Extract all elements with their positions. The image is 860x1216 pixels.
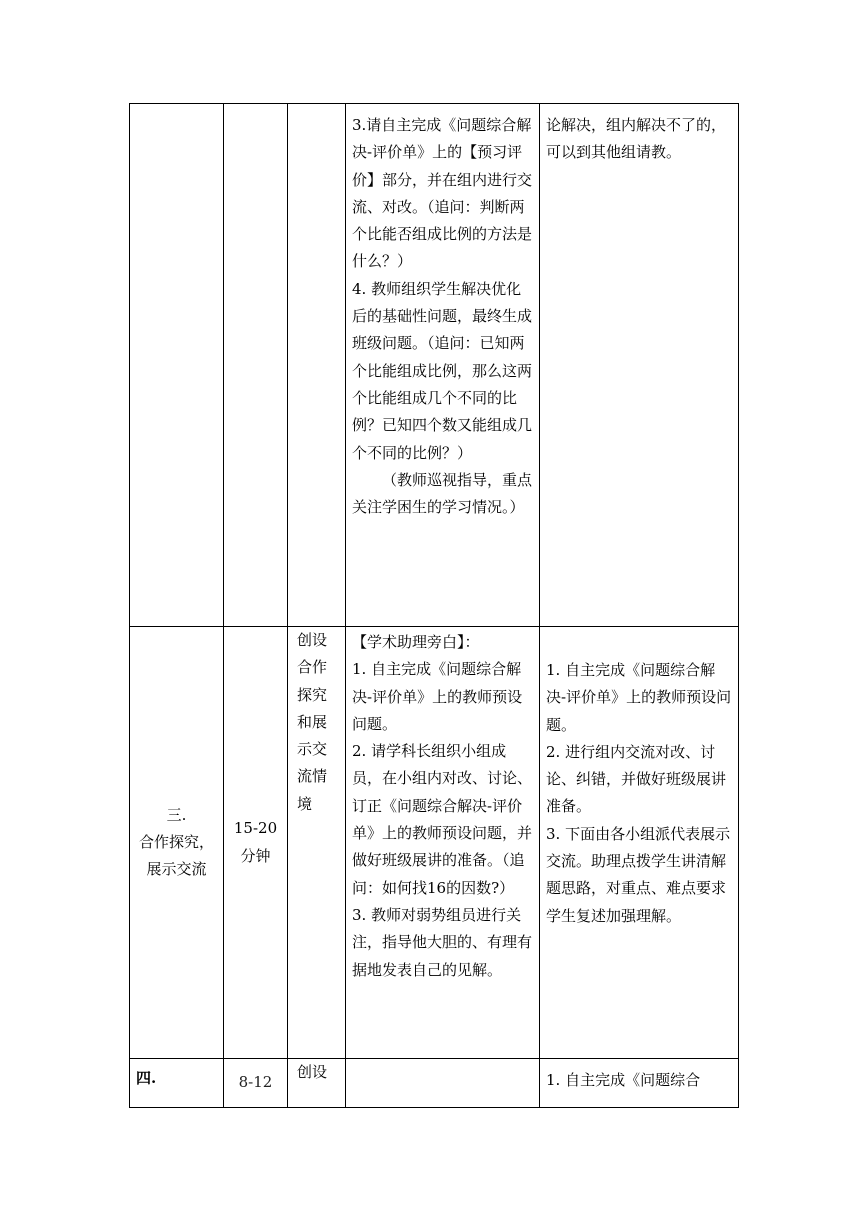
teacher-activity-cell (346, 104, 540, 627)
student-activity-cell: 1. 自主完成《问题综合 (540, 1059, 739, 1108)
situation-cell: 创设 (288, 1059, 346, 1108)
student-activity-cell (540, 104, 739, 627)
stage-cell (130, 104, 224, 627)
stage-cell (130, 627, 224, 1059)
teacher-activity-cell (346, 1059, 540, 1108)
time-cell (224, 104, 288, 627)
activity-paragraph: 1. 自主完成《问题综合解决-评价单》上的教师预设问题。 (352, 660, 523, 733)
activity-paragraph: 【学术助理旁白】： (352, 633, 480, 651)
stage-cell: 四. (130, 1059, 224, 1108)
student-paragraph: 3. 下面由各小组派代表展示交流。助理点拨学生讲清解题思路，对重点、难点要求学生复述加强理解。 (546, 824, 731, 925)
activity-paragraph: 2. 请学科长组织小组成员，在小组内对改、讨论、订正《问题综合解决-评价单》上的教师预设问题，并做好班级展讲的准备。（追问：如何找16的因数?） (352, 742, 533, 897)
teacher-activity-cell (346, 627, 540, 1059)
activity-paragraph: 3.请自主完成《问题综合解决-评价单》上的【预习评价】部分，并在组内进行交流、对改。（追问：判断两个比能否组成比例的方法是什么？） (352, 116, 533, 271)
student-paragraph: 2. 进行组内交流对改、讨论、纠错，并做好班级展讲准备。 (546, 742, 727, 816)
time-cell: 15-20分钟 (224, 627, 288, 1059)
stage-name: 合作探究，展示交流 (138, 832, 214, 879)
activity-paragraph: 3. 教师对弱势组员进行关注，指导他大胆的、有理有据地发表自己的见解。 (352, 905, 533, 979)
activity-paragraph: 4. 教师组织学生解决优化后的基础性问题，最终生成班级问题。（追问：已知两个比能组成比例，那么这两个比能组成几个不同的比例？已知四个数又能组成几个不同的比例？） (352, 279, 533, 462)
situation-cell: 创设合作探究和展示交流情境 (288, 627, 346, 1059)
student-paragraph: 1. 自主完成《问题综合解决-评价单》上的教师预设问题。 (546, 661, 732, 734)
situation-cell (288, 104, 346, 627)
lesson-plan-table (129, 103, 739, 1108)
student-activity-cell (540, 627, 739, 1059)
activity-paragraph: （教师巡视指导，重点关注学困生的学习情况。） (352, 470, 533, 517)
stage-number: 三. (166, 805, 187, 824)
table-row (130, 627, 739, 1059)
table-row (130, 104, 739, 627)
student-paragraph: 论解决，组内解决不了的，可以到其他组请教。 (546, 116, 727, 162)
table-row (130, 1059, 739, 1108)
time-cell: 8-12 (224, 1059, 288, 1108)
